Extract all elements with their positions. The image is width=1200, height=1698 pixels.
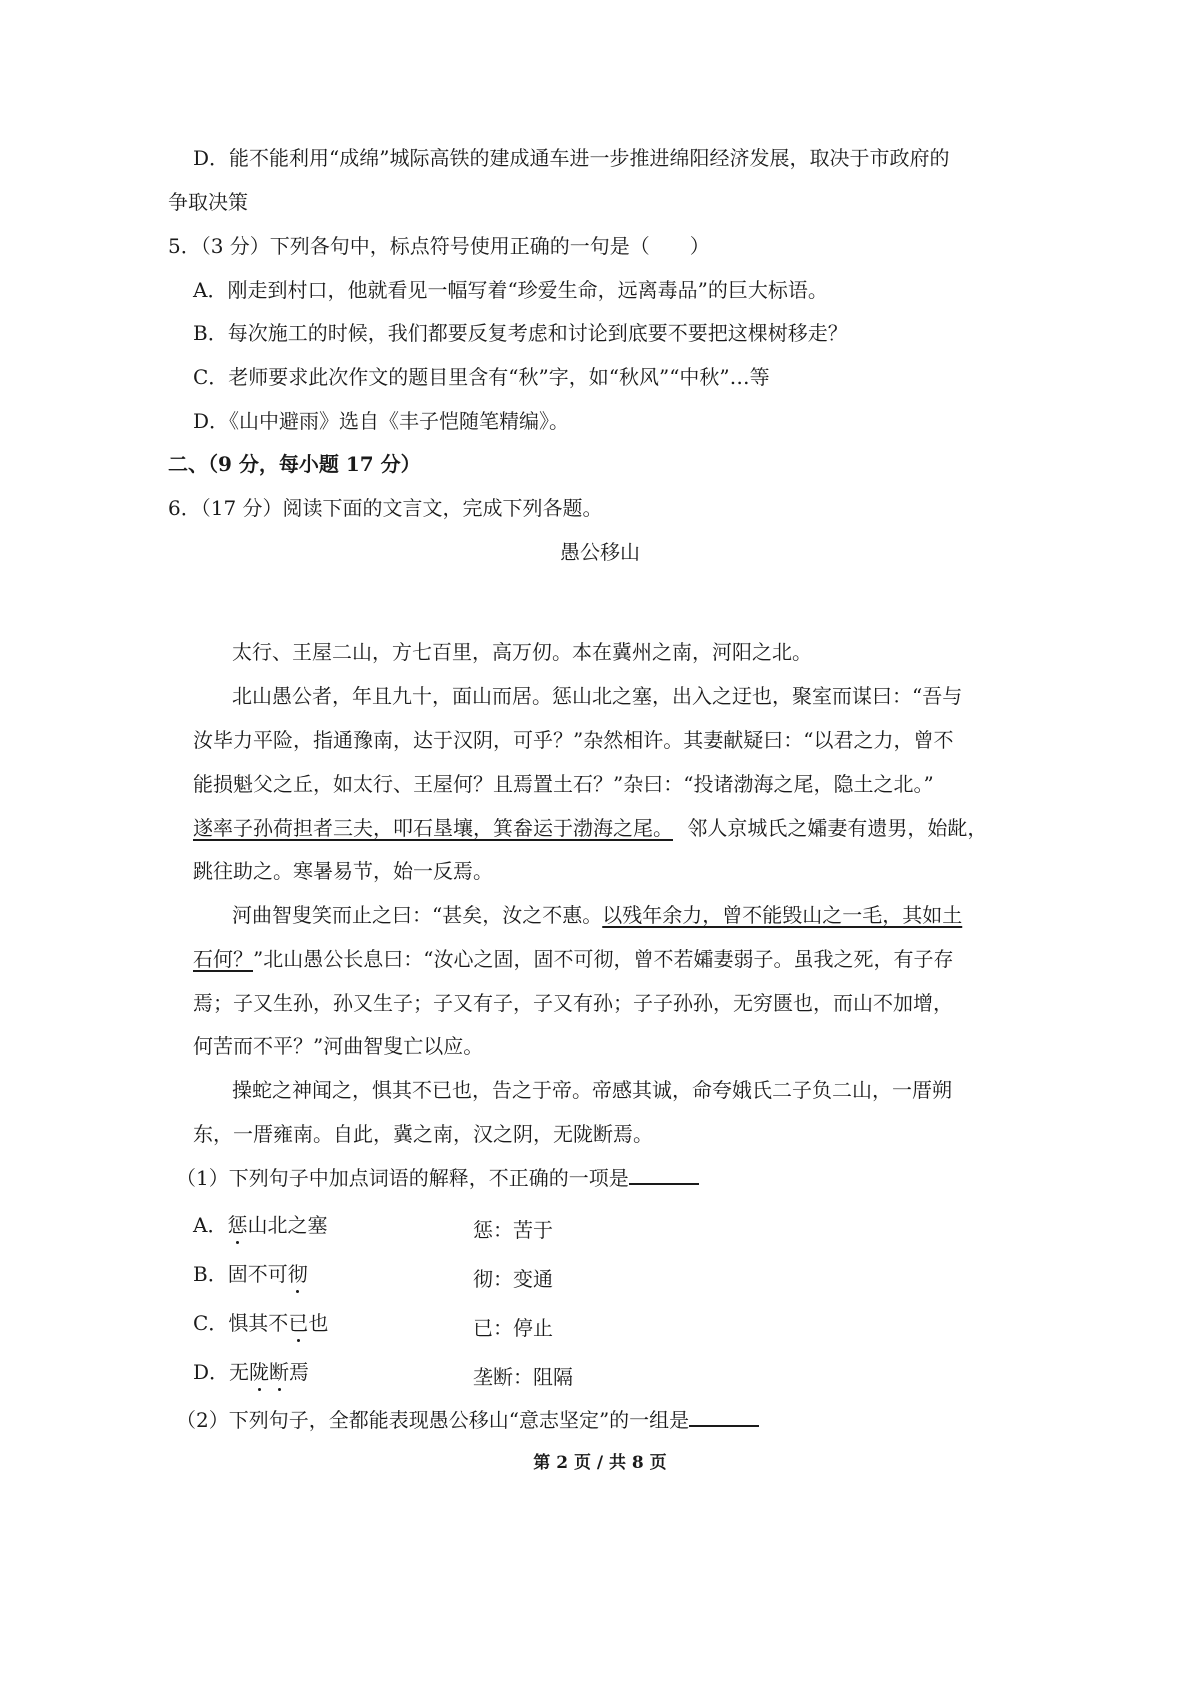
option-text: 焉 [289,1360,310,1384]
sub1-option-d [193,1359,309,1385]
sub1-option-a-gloss: 惩：苦于 [473,1218,553,1242]
sub-question-1 [176,1165,699,1191]
passage-p2-line1: 北山愚公者，年且九十，面山而居。惩山北之塞，出入之迂也，聚室而谋曰：“吾与 [232,684,963,708]
option-text: 山北之塞 [247,1213,328,1237]
option-label: D． [193,1360,230,1384]
dotted-word: 断 [269,1360,290,1384]
passage-p4-line2: 东，一厝雍南。自此，冀之南，汉之阴，无陇断焉。 [193,1122,653,1146]
q5-option-d: D．《山中避雨》选自《丰子恺随笔精编》。 [193,409,570,433]
q5-option-c: C．老师要求此次作文的题目里含有“秋”字，如“秋风”“中秋”…等 [193,365,770,389]
q6-stem: 6．（17 分）阅读下面的文言文，完成下列各题。 [168,496,603,520]
q5-option-a: A．刚走到村口，他就看见一幅写着“珍爱生命，远离毒品”的巨大标语。 [193,278,828,302]
sub1-option-c-gloss: 已：停止 [473,1316,553,1340]
q4-option-d-line2: 争取决策 [168,190,248,214]
underlined-sentence-2a: 以残年余力，曾不能毁山之一毛，其如土 [602,903,963,927]
option-text: 固不可 [227,1262,288,1286]
passage-p1: 太行、王屋二山，方七百里，高万仞。本在冀州之南，河阳之北。 [232,640,812,664]
option-label: B． [193,1262,228,1286]
passage-title: 愚公移山 [560,540,640,564]
q4-option-d-line1: D．能不能利用“成绵”城际高铁的建成通车进一步推进绵阳经济发展，取决于市政府的 [193,146,950,170]
passage-p3-line3: 焉；子又生孙，孙又生子；子又有子，子又有孙；子子孙孙，无穷匮也，而山不加增， [193,991,953,1015]
passage-p3-line4: 何苦而不平？”河曲智叟亡以应。 [193,1034,484,1058]
dotted-word: 陇 [249,1360,270,1384]
underlined-sentence-1: 遂率子孙荷担者三夫，叩石垦壤，箕畚运于渤海之尾。 [193,816,673,840]
answer-blank [629,1165,699,1185]
underlined-sentence-2b: 石何？ [193,947,253,971]
option-text: 也 [308,1311,329,1335]
option-label: C． [193,1311,229,1335]
passage-p3-line1 [232,902,962,928]
sub1-option-a [193,1212,327,1238]
dotted-word: 已 [288,1311,309,1335]
passage-p4-line1: 操蛇之神闻之，惧其不已也，告之于帝。帝感其诚，命夸娥氏二子负二山，一厝朔 [232,1078,952,1102]
sub1-option-b-gloss: 彻：变通 [473,1267,553,1291]
passage-p2-line2: 汝毕力平险，指通豫南，达于汉阴，可乎？”杂然相许。其妻献疑曰：“以君之力，曾不 [193,728,954,752]
passage-p2-line4 [193,815,987,841]
passage-p3-line1-plain: 河曲智叟笑而止之曰：“甚矣，汝之不惠。 [232,903,603,927]
passage-p2-line4-rest: 邻人京城氏之孀妻有遗男，始龀， [687,816,988,840]
passage-p3-line2 [193,946,953,972]
sub-question-2-stem: （2）下列句子，全都能表现愚公移山“意志坚定”的一组是 [176,1408,690,1432]
option-label: A． [193,1213,228,1237]
q5-option-b: B．每次施工的时候，我们都要反复考虑和讨论到底要不要把这棵树移走？ [193,321,848,345]
passage-p2-line3: 能损魁父之丘，如太行、王屋何？且焉置土石？”杂曰：“投诸渤海之尾，隐土之北。” [193,772,934,796]
passage-p3-line2-rest: ”北山愚公长息曰：“汝心之固，固不可彻，曾不若孀妻弱子。虽我之死，有子存 [253,947,954,971]
sub1-option-c [193,1310,328,1336]
sub-question-2 [176,1407,759,1433]
dotted-word: 彻 [287,1262,308,1286]
section-two-heading: 二、（9 分，每小题 17 分） [168,452,421,476]
answer-blank [689,1407,759,1427]
option-text: 惧其不 [228,1311,289,1335]
dotted-word: 惩 [227,1213,248,1237]
passage-p2-line5: 跳往助之。寒暑易节，始一反焉。 [193,859,493,883]
sub1-option-d-gloss: 垄断：阻隔 [473,1365,573,1389]
q5-stem: 5．（3 分）下列各句中，标点符号使用正确的一句是（ ） [168,234,710,258]
page-footer: 第 2 页 / 共 8 页 [533,1453,667,1473]
sub-question-1-stem: （1）下列句子中加点词语的解释，不正确的一项是 [176,1166,629,1190]
option-text: 无 [229,1360,250,1384]
sub1-option-b [193,1261,308,1287]
